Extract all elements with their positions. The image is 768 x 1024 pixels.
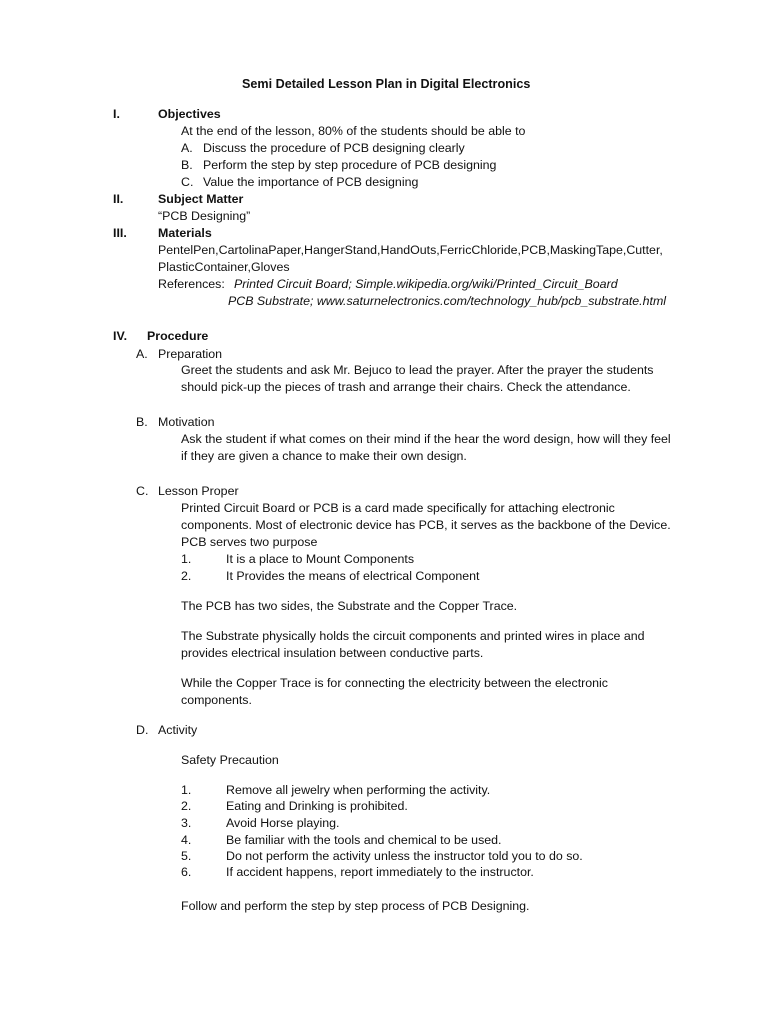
preparation-text-line: Greet the students and ask Mr. Bejuco to lead the prayer. After the prayer the students: [181, 363, 654, 377]
objectives-intro: At the end of the lesson, 80% of the students should be able to: [181, 124, 526, 138]
lesson-paragraph: The PCB has two sides, the Substrate and the Copper Trace.: [181, 599, 518, 613]
materials-list-line: PlasticContainer,Gloves: [158, 260, 290, 274]
precaution-number: 3.: [181, 816, 192, 830]
section-heading-materials: Materials: [158, 226, 212, 240]
section-heading-objectives: Objectives: [158, 107, 221, 121]
motivation-text-line: Ask the student if what comes on their mind if the hear the word design, how will they feel: [181, 432, 671, 446]
lesson-paragraph: The Substrate physically holds the circuit components and printed wires in place and: [181, 629, 645, 643]
objective-letter: A.: [181, 141, 193, 155]
precaution-text: Avoid Horse playing.: [226, 816, 340, 830]
lesson-text-line: components. Most of electronic device has PCB, it serves as the backbone of the Device.: [181, 518, 671, 532]
subsection-letter: A.: [136, 347, 148, 361]
subsection-letter: C.: [136, 484, 149, 498]
subsection-heading-lesson-proper: Lesson Proper: [158, 484, 239, 498]
precaution-text: If accident happens, report immediately to the instructor.: [226, 865, 534, 879]
subsection-heading-motivation: Motivation: [158, 415, 215, 429]
lesson-text-line: Printed Circuit Board or PCB is a card made specifically for attaching electronic: [181, 501, 615, 515]
subsection-letter: B.: [136, 415, 148, 429]
objective-letter: B.: [181, 158, 193, 172]
document-title: Semi Detailed Lesson Plan in Digital Electronics: [242, 77, 531, 91]
section-numeral-subject-matter: II.: [113, 192, 124, 206]
reference-entry: PCB Substrate; www.saturnelectronics.com/technology_hub/pcb_substrate.html: [228, 294, 667, 308]
section-heading-subject-matter: Subject Matter: [158, 192, 244, 206]
section-numeral-objectives: I.: [113, 107, 120, 121]
references-label: References:: [158, 277, 225, 291]
precaution-text: Eating and Drinking is prohibited.: [226, 799, 408, 813]
materials-list-line: PentelPen,CartolinaPaper,HangerStand,HandOuts,FerricChloride,PCB,MaskingTape,Cutter,: [158, 243, 663, 257]
lesson-text-line: PCB serves two purpose: [181, 535, 318, 549]
subsection-heading-activity: Activity: [158, 723, 198, 737]
lesson-paragraph: While the Copper Trace is for connecting the electricity between the electronic: [181, 676, 609, 690]
preparation-text-line: should pick-up the pieces of trash and arrange their chairs. Check the attendance.: [181, 380, 631, 394]
motivation-text-line: if they are given a chance to make their own design.: [181, 449, 467, 463]
precaution-text: Remove all jewelry when performing the activity.: [226, 783, 491, 797]
precaution-number: 6.: [181, 865, 192, 879]
purpose-text: It is a place to Mount Components: [226, 552, 415, 566]
subject-topic: “PCB Designing”: [158, 209, 251, 223]
purpose-number: 1.: [181, 552, 192, 566]
precaution-text: Be familiar with the tools and chemical to be used.: [226, 833, 502, 847]
section-numeral-procedure: IV.: [113, 329, 128, 343]
objective-text: Perform the step by step procedure of PCB designing: [203, 158, 497, 172]
subsection-letter: D.: [136, 723, 149, 737]
purpose-text: It Provides the means of electrical Component: [226, 569, 480, 583]
objective-text: Value the importance of PCB designing: [203, 175, 419, 189]
section-heading-procedure: Procedure: [147, 329, 209, 343]
precaution-number: 5.: [181, 849, 192, 863]
section-numeral-materials: III.: [113, 226, 127, 240]
precaution-number: 4.: [181, 833, 192, 847]
precaution-text: Do not perform the activity unless the instructor told you to do so.: [226, 849, 583, 863]
precaution-number: 2.: [181, 799, 192, 813]
lesson-paragraph: provides electrical insulation between conductive parts.: [181, 646, 484, 660]
reference-entry: Printed Circuit Board; Simple.wikipedia.org/wiki/Printed_Circuit_Board: [234, 277, 618, 291]
objective-letter: C.: [181, 175, 194, 189]
lesson-paragraph: components.: [181, 693, 252, 707]
safety-heading: Safety Precaution: [181, 753, 279, 767]
purpose-number: 2.: [181, 569, 192, 583]
precaution-number: 1.: [181, 783, 192, 797]
activity-closing: Follow and perform the step by step process of PCB Designing.: [181, 899, 530, 913]
subsection-heading-preparation: Preparation: [158, 347, 223, 361]
objective-text: Discuss the procedure of PCB designing clearly: [203, 141, 465, 155]
